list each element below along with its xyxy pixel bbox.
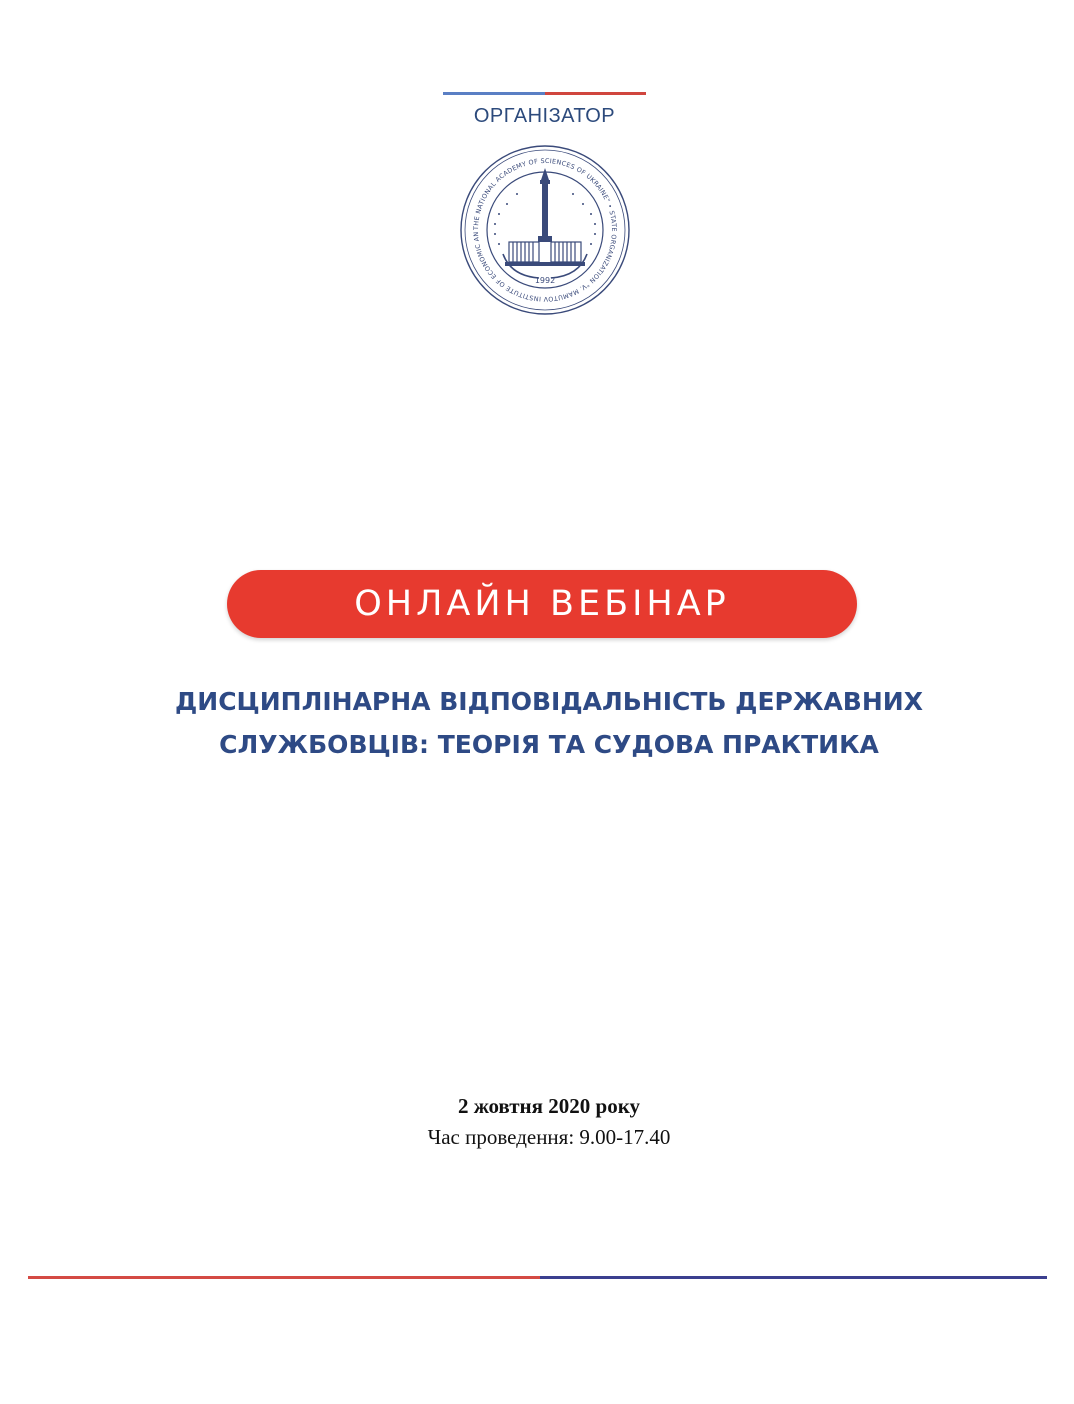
banner-label: ОНЛАЙН ВЕБІНАР (354, 584, 730, 624)
webinar-title (120, 680, 978, 766)
footer-rule-red-segment (28, 1276, 540, 1279)
organizer-top-rule (443, 92, 646, 95)
institute-seal-icon (459, 144, 631, 316)
seal-ring-text: THE NATIONAL ACADEMY OF SCIENCES OF UKRAINE" • STATE ORGANIZATION "V. MAMUTOV INSTITUTE OF ECONOMIC AN (471, 156, 619, 304)
top-rule-blue-segment (443, 92, 545, 95)
title-line-1: ДИСЦИПЛІНАРНА ВІДПОВІДАЛЬНІСТЬ ДЕРЖАВНИХ (175, 687, 923, 716)
top-rule-red-segment (545, 92, 647, 95)
footer-rule (28, 1276, 1047, 1279)
seal-year: 1992 (534, 276, 556, 285)
organizer-label: ОРГАНІЗАТОР (473, 105, 616, 127)
title-line-2: СЛУЖБОВЦІВ: ТЕОРІЯ ТА СУДОВА ПРАКТИКА (219, 730, 879, 759)
footer-rule-navy-segment (540, 1276, 1047, 1279)
online-webinar-banner (227, 570, 857, 638)
event-time: Час проведення: 9.00-17.40 (427, 1125, 671, 1149)
event-date: 2 жовтня 2020 року (457, 1094, 640, 1118)
